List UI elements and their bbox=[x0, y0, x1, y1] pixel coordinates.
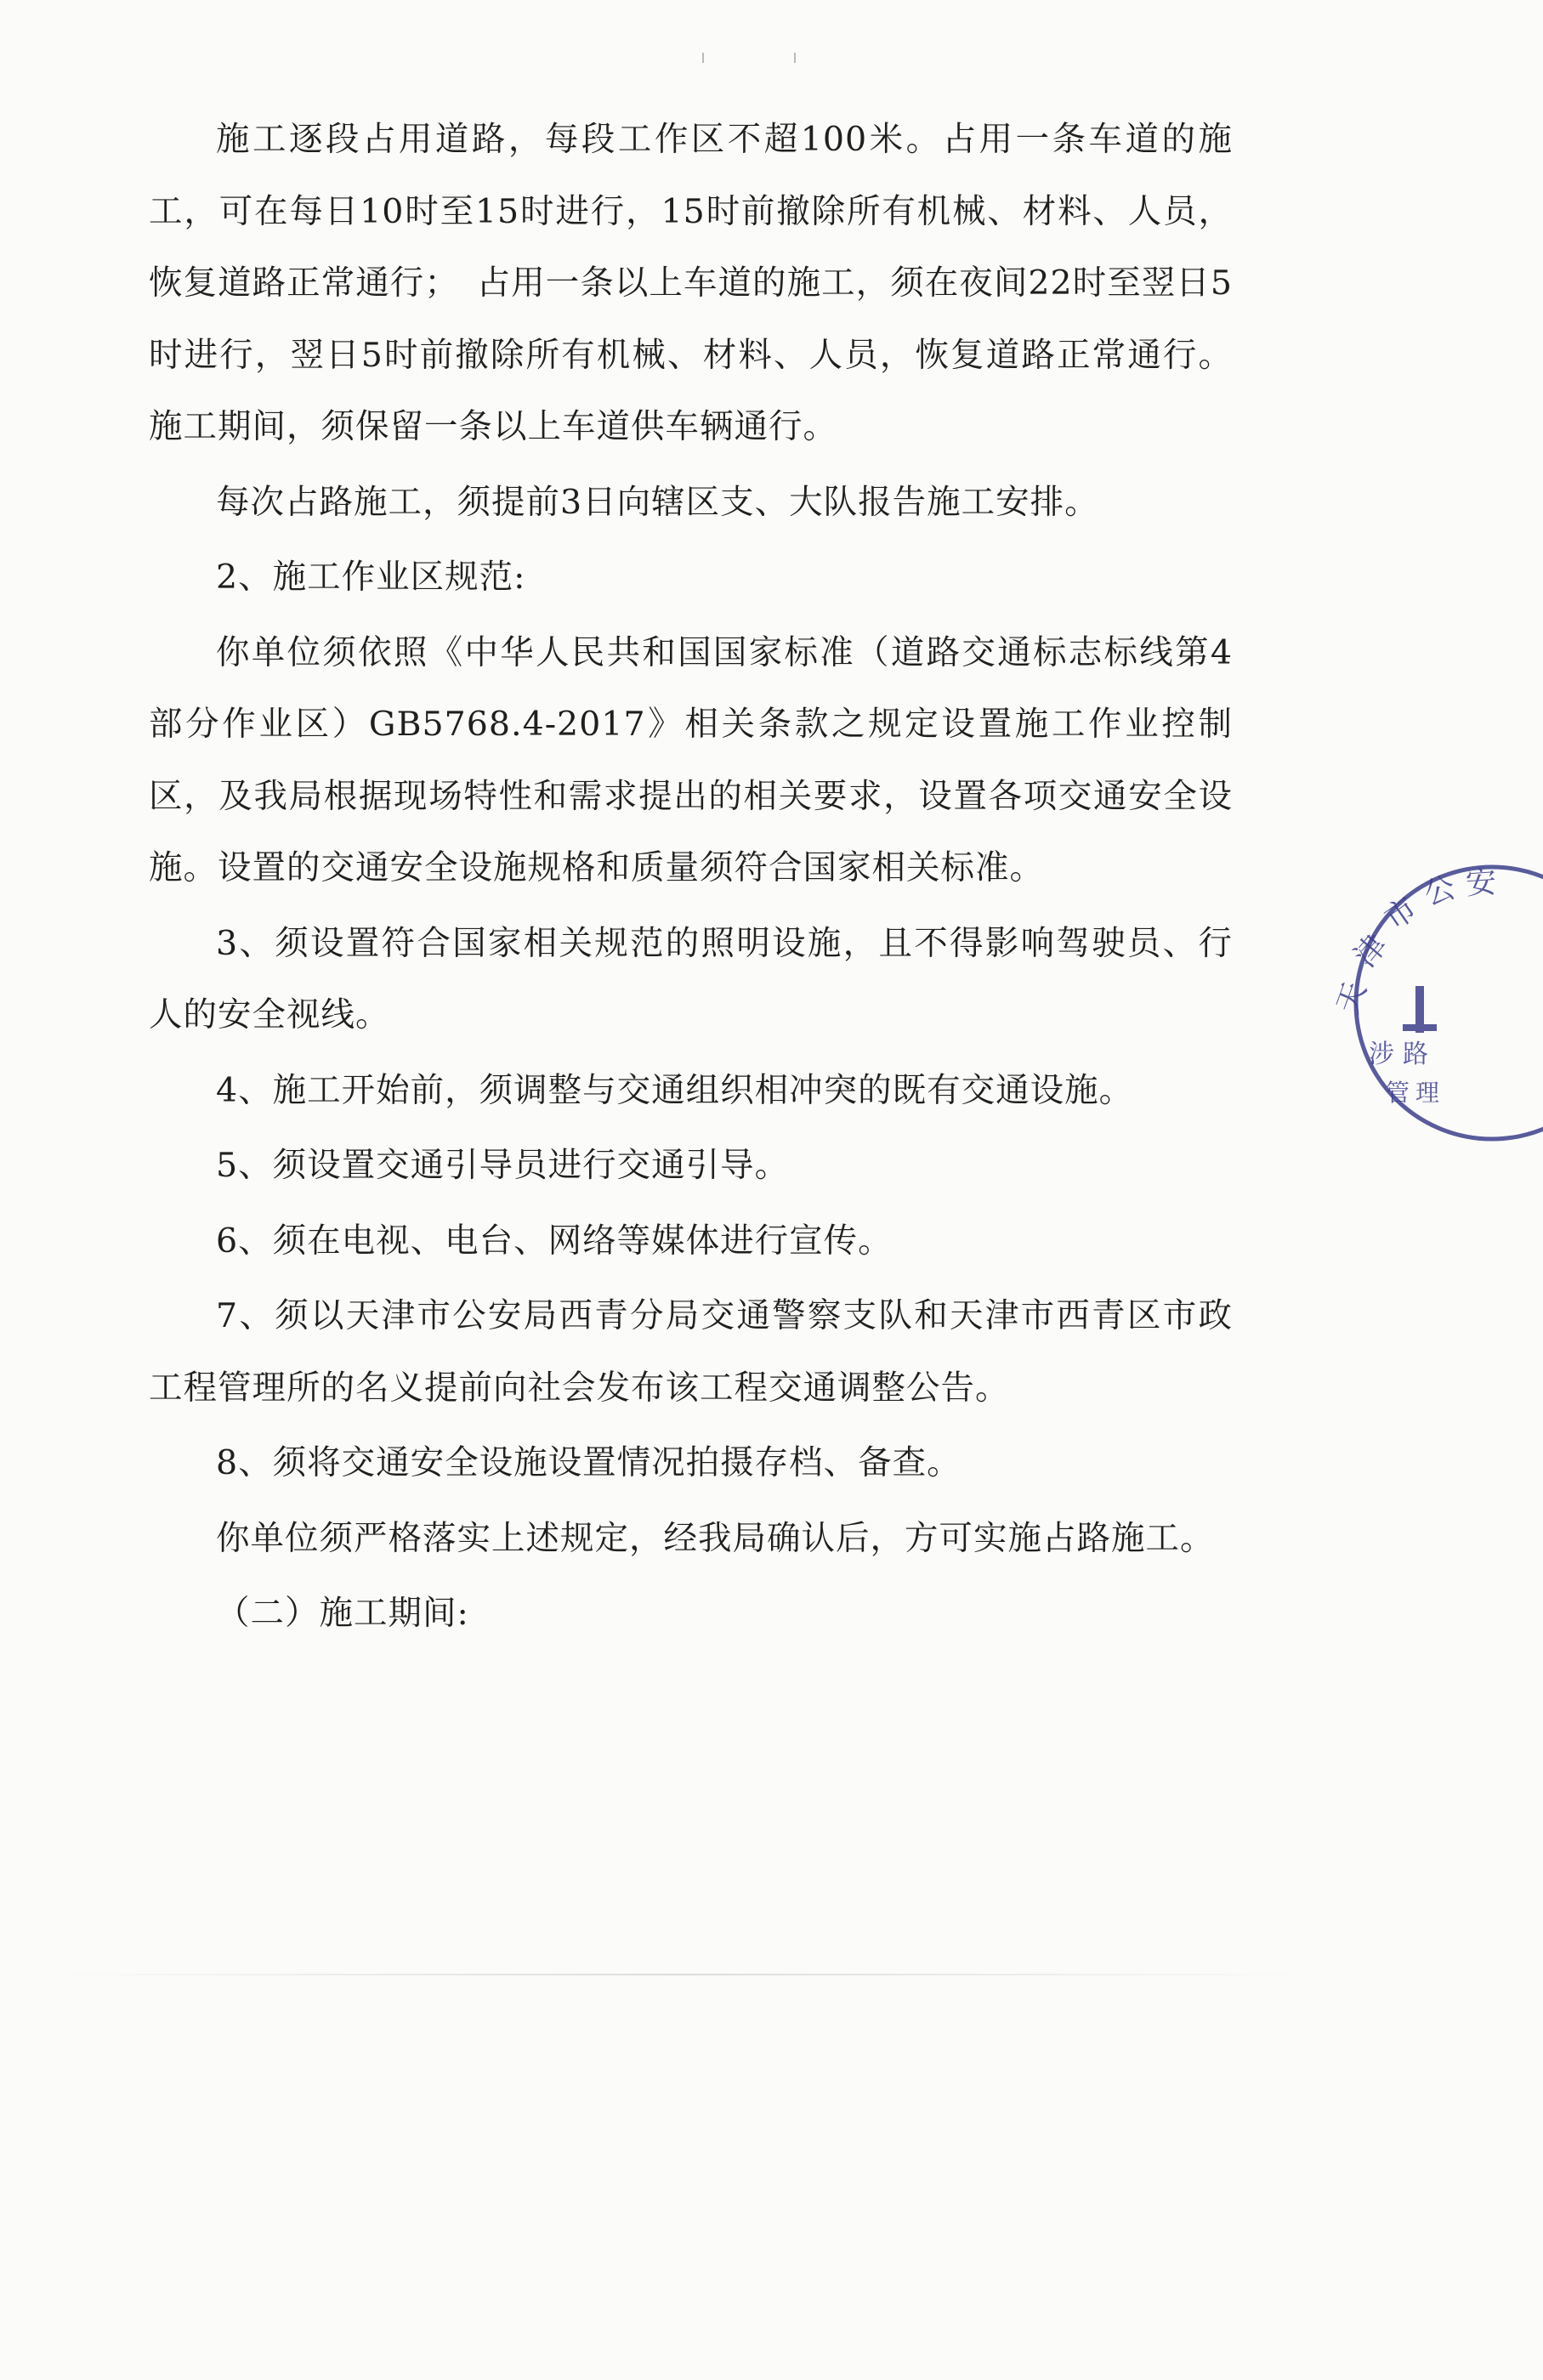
paragraph-standard: 你单位须依照《中华人民共和国国家标准（道路交通标志标线第4部分作业区）GB5768.4-2017》相关条款之规定设置施工作业控制区，及我局根据现场特性和需求提出的相关要求，设置各项交通安全设施。设置的交通安全设施规格和质量须符合国家相关标准。 bbox=[149, 632, 1233, 887]
section-heading-during-construction: （二）施工期间: bbox=[216, 1594, 469, 1633]
official-seal-stamp bbox=[1322, 858, 1543, 1148]
paragraph-item-6: 6、须在电视、电台、网络等媒体进行宣传。 bbox=[216, 1221, 893, 1261]
document-body bbox=[149, 104, 1233, 1650]
svg-text:津: 津 bbox=[1347, 927, 1395, 974]
svg-text:市: 市 bbox=[1378, 891, 1424, 938]
paragraph-item-2-heading: 2、施工作业区规范: bbox=[216, 558, 526, 597]
paragraph-lane-rules: 施工逐段占用道路，每段工作区不超100米。占用一条车道的施工，可在每日10时至15时进行，15时前撤除所有机械、材料、人员，恢复道路正常通行； 占用一条以上车道的施工，须在夜间22时至翌日5时进行，翌日5时前撤除所有机械、材料、人员，恢复道路正常通行。施工期间，须保留一条以上车道供车辆通行。 bbox=[149, 120, 1233, 446]
paragraph-item-3: 3、须设置符合国家相关规范的照明设施，且不得影响驾驶员、行人的安全视线。 bbox=[149, 923, 1233, 1034]
svg-text:管: 管 bbox=[1386, 1079, 1410, 1107]
paragraph-item-7: 7、须以天津市公安局西青分局交通警察支队和天津市西青区市政工程管理所的名义提前向社会发布该工程交通调整公告。 bbox=[149, 1296, 1233, 1408]
paragraph-report: 每次占路施工，须提前3日向辖区支、大队报告施工安排。 bbox=[216, 482, 1099, 522]
svg-text:理: 理 bbox=[1415, 1079, 1440, 1107]
svg-text:路: 路 bbox=[1403, 1040, 1428, 1069]
paragraph-confirmation: 你单位须严格落实上述规定，经我局确认后，方可实施占路施工。 bbox=[216, 1518, 1215, 1558]
svg-text:涉: 涉 bbox=[1369, 1040, 1394, 1069]
svg-text:公: 公 bbox=[1420, 870, 1461, 913]
scan-marks bbox=[702, 53, 804, 70]
svg-text:天: 天 bbox=[1330, 978, 1374, 1019]
paragraph-item-5: 5、须设置交通引导员进行交通引导。 bbox=[216, 1146, 790, 1185]
svg-text:安: 安 bbox=[1464, 864, 1498, 902]
scan-line bbox=[43, 1974, 1318, 1975]
paragraph-item-4: 4、施工开始前，须调整与交通组织相冲突的既有交通设施。 bbox=[216, 1070, 1134, 1110]
paragraph-item-8: 8、须将交通安全设施设置情况拍摄存档、备查。 bbox=[216, 1443, 962, 1482]
